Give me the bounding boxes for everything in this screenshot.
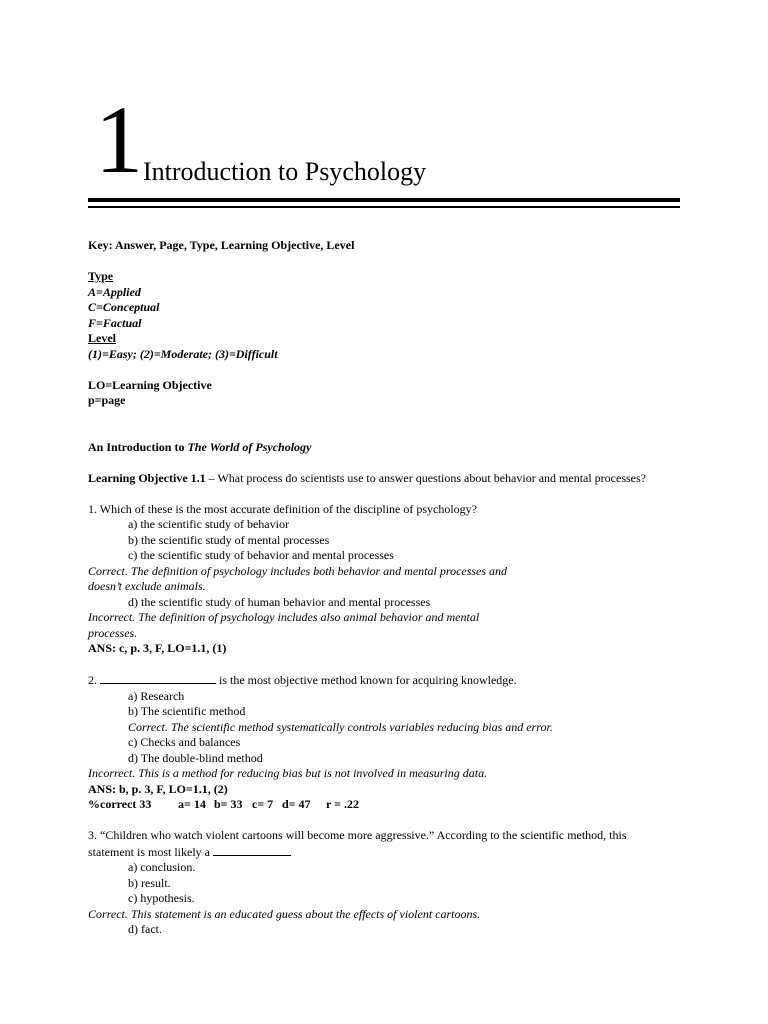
q2-answer-blank (100, 672, 216, 684)
q1-option-b: b) the scientific study of mental processes (128, 532, 330, 547)
q1-stem: 1. Which of these is the most accurate definition of the discipline of psychology? (88, 501, 478, 516)
q2-option-c: c) Checks and balances (128, 735, 241, 749)
q2-percent-correct (88, 797, 688, 813)
title-rule-thick (88, 198, 680, 202)
section-title: The World of Psychology (187, 439, 312, 454)
q1-correct-feedback: Correct. The definition of psychology includes both behavior and mental processes and (88, 563, 508, 578)
type-heading: Type (88, 269, 114, 283)
type-item: A=Applied (88, 284, 141, 299)
q3-option-d: d) fact. (128, 922, 162, 936)
q1-incorrect-feedback-cont: processes. (88, 625, 138, 640)
key-line: Key: Answer, Page, Type, Learning Objective, Level (88, 238, 355, 252)
q1-correct-feedback-cont: doesn’t exclude animals. (88, 579, 206, 593)
q3-stem: 3. “Children who watch violent cartoons will become more aggressive.” According to the scientific method, this (88, 828, 627, 842)
q3-correct-feedback: Correct. This statement is an educated guess about the effects of violent cartoons. (88, 906, 481, 921)
q2-number: 2. (88, 673, 97, 687)
pct-label: %correct 33 (88, 797, 152, 811)
q3-stem-text: statement is most likely a (88, 844, 210, 859)
title-rule-thin (88, 206, 680, 208)
type-item: C=Conceptual (88, 300, 160, 314)
pct-d: d= 47 (282, 797, 311, 811)
type-item: F=Factual (88, 315, 142, 330)
q2-option-a: a) Research (128, 688, 185, 703)
q3-stem-cont (88, 844, 688, 861)
level-heading: Level (88, 331, 116, 345)
section-prefix: An Introduction to (88, 439, 185, 454)
learning-objective (88, 471, 688, 487)
q2-option-d: d) The double-blind method (128, 750, 263, 765)
q3-option-a: a) conclusion. (128, 860, 196, 874)
q2-option-b: b) The scientific method (128, 704, 246, 718)
q2-stem-text: is the most objective method known for acquiring knowledge. (216, 673, 517, 687)
chapter-title: Introduction to Psychology (143, 157, 427, 186)
q2-answer-key: ANS: b, p. 3, F, LO=1.1, (2) (88, 781, 228, 796)
pct-c: c= 7 (252, 797, 274, 811)
q1-incorrect-feedback: Incorrect. The definition of psychology includes also animal behavior and mental (88, 610, 480, 624)
objective-text: – What process do scientists use to answer questions about behavior and mental processes? (205, 470, 646, 485)
page-abbrev-line: p=page (88, 393, 126, 407)
q3-option-b: b) result. (128, 875, 171, 890)
q1-answer-key: ANS: c, p. 3, F, LO=1.1, (1) (88, 641, 227, 655)
objective-label: Learning Objective 1.1 (88, 470, 206, 485)
q2-correct-feedback: Correct. The scientific method systematically controls variables reducing bias and error. (128, 719, 553, 734)
pct-b: b= 33 (214, 797, 243, 811)
q3-option-c: c) hypothesis. (128, 891, 195, 905)
lo-abbrev-line: LO=Learning Objective (88, 377, 212, 392)
level-line: (1)=Easy; (2)=Moderate; (3)=Difficult (88, 346, 278, 361)
chapter-number: 1 (95, 86, 143, 193)
document-body (88, 238, 688, 938)
q1-option-d: d) the scientific study of human behavior and mental processes (128, 594, 431, 609)
q2-stem (88, 672, 688, 689)
q3-answer-blank (213, 844, 291, 856)
q1-option-c: c) the scientific study of behavior and mental processes (128, 548, 394, 562)
q1-option-a: a) the scientific study of behavior (128, 517, 289, 531)
q2-incorrect-feedback: Incorrect. This is a method for reducing bias but is not involved in measuring data. (88, 766, 488, 780)
section-heading (88, 440, 688, 456)
pct-r: r = .22 (326, 797, 359, 811)
pct-a: a= 14 (178, 797, 206, 811)
